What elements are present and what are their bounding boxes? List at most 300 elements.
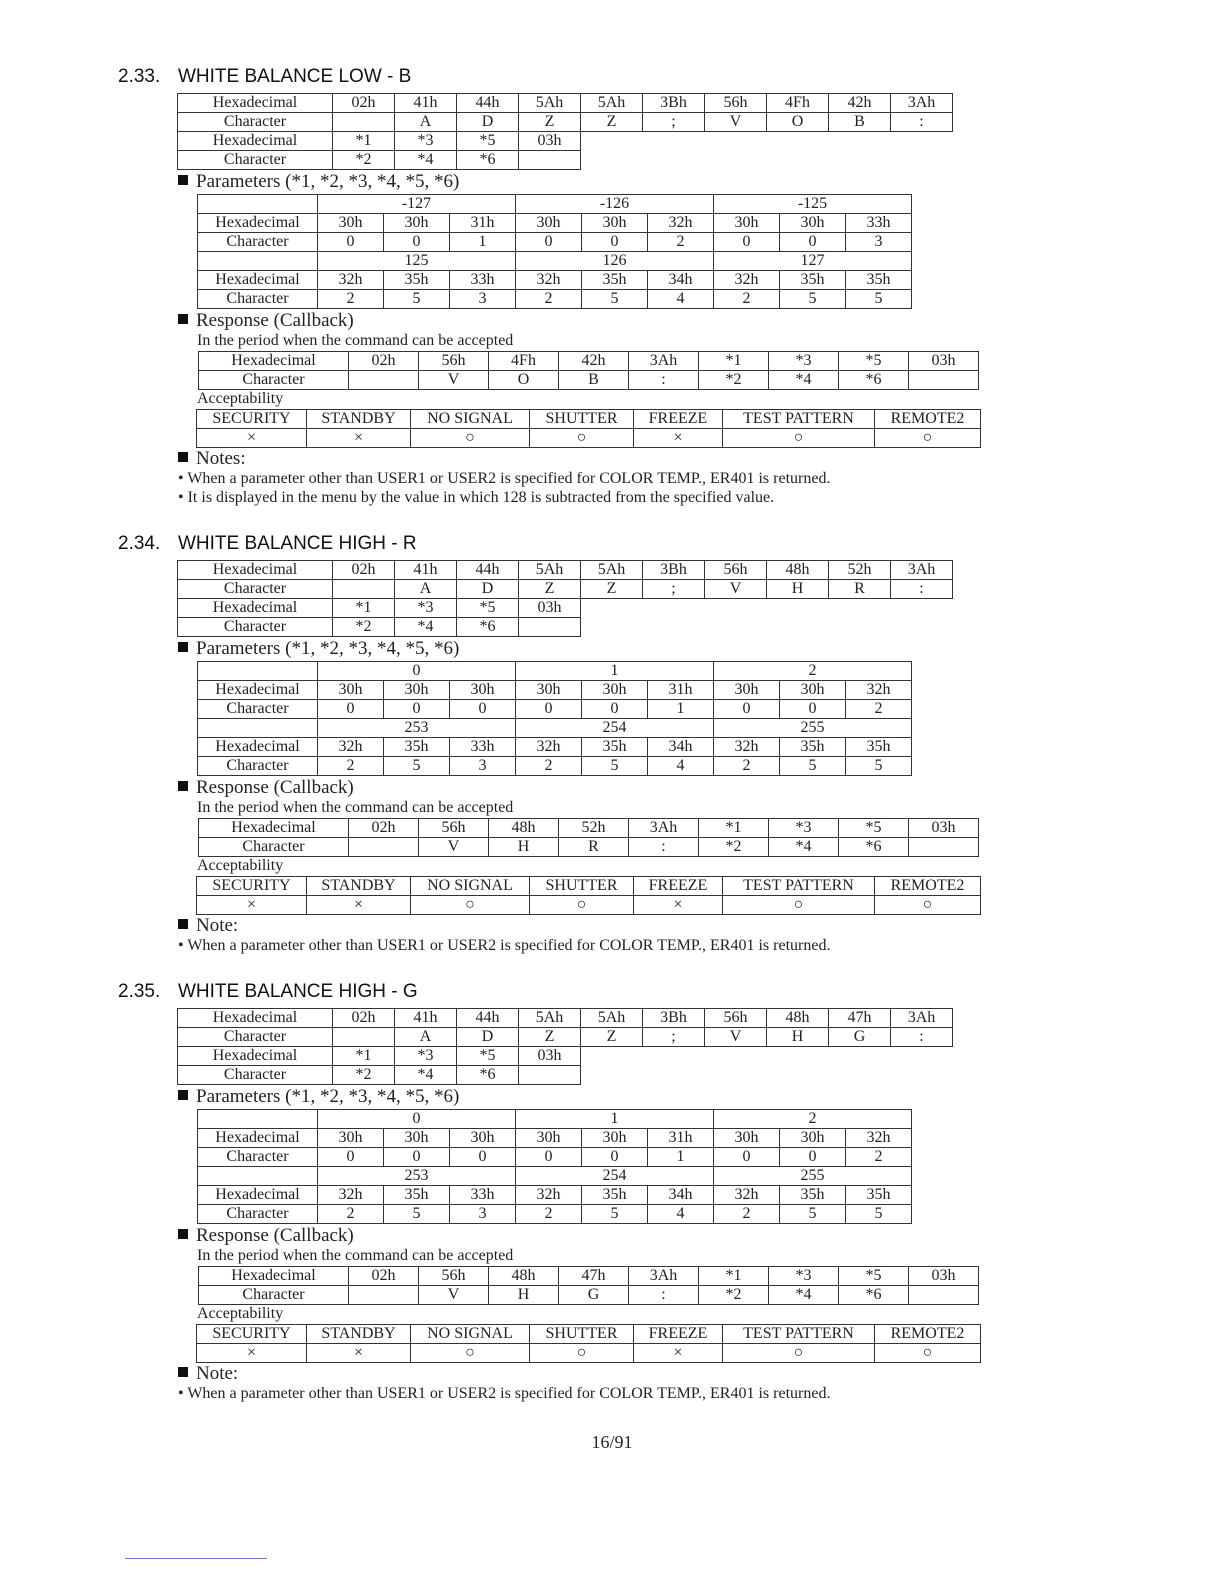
char-cell: [349, 838, 419, 857]
char-cell: *6: [839, 838, 909, 857]
char-cell: B: [559, 371, 629, 390]
hex-cell: 5Ah: [519, 561, 581, 580]
char-cell: O: [489, 371, 559, 390]
acceptability-mark: ○: [875, 429, 981, 448]
hex-cell: *3: [769, 352, 839, 371]
hex-cell: 3Bh: [643, 1009, 705, 1028]
char-cell: ;: [643, 113, 705, 132]
param-cell: 32h: [516, 271, 582, 290]
param-cell: 5: [846, 1205, 912, 1224]
param-cell: 32h: [714, 1186, 780, 1205]
param-cell: 0: [780, 700, 846, 719]
hex-cell: *5: [839, 819, 909, 838]
hex-cell: *1: [699, 819, 769, 838]
param-cell: 30h: [318, 681, 384, 700]
note-line: • It is displayed in the menu by the value in which 128 is subtracted from the specified value.: [178, 489, 775, 506]
note-line: • When a parameter other than USER1 or USER2 is specified for COLOR TEMP., ER401 is returned.: [178, 470, 831, 487]
hex-cell: 02h: [333, 1009, 395, 1028]
hex-cell: 03h: [519, 599, 581, 618]
hex-cell: 44h: [457, 94, 519, 113]
table-row: [199, 371, 979, 390]
char-cell: R: [559, 838, 629, 857]
hex-cell: 48h: [767, 561, 829, 580]
hex-cell: 02h: [333, 94, 395, 113]
char-cell: [909, 371, 979, 390]
parameters-table: [197, 194, 912, 309]
param-cell: 0: [384, 700, 450, 719]
char-cell: :: [629, 838, 699, 857]
column-header: TEST PATTERN: [723, 1325, 875, 1344]
char-cell: *4: [769, 838, 839, 857]
row-label: Hexadecimal: [178, 599, 333, 618]
char-cell: A: [395, 1028, 457, 1047]
table-row: [199, 819, 979, 838]
hex-cell: 5Ah: [519, 1009, 581, 1028]
hex-cell: 3Bh: [643, 561, 705, 580]
char-cell: :: [891, 1028, 953, 1047]
row-label: Character: [198, 757, 318, 776]
hex-cell: 3Ah: [629, 1267, 699, 1286]
column-header: NO SIGNAL: [411, 877, 530, 896]
row-label: Hexadecimal: [198, 1129, 318, 1148]
char-cell: *2: [699, 371, 769, 390]
char-cell: [519, 151, 581, 170]
hex-cell: 3Ah: [891, 1009, 953, 1028]
table-row: [198, 1129, 912, 1148]
param-cell: 2: [846, 1148, 912, 1167]
hex-cell: *3: [395, 599, 457, 618]
row-label: Hexadecimal: [178, 94, 333, 113]
table-row: [178, 132, 953, 151]
char-cell: Z: [581, 580, 643, 599]
param-cell: 3: [450, 757, 516, 776]
acceptability-mark: ○: [723, 429, 875, 448]
param-cell: 30h: [516, 214, 582, 233]
parameter-value: 255: [714, 1167, 912, 1186]
param-cell: 2: [516, 757, 582, 776]
param-cell: 35h: [780, 1186, 846, 1205]
section-title: [118, 66, 411, 88]
param-cell: 0: [582, 233, 648, 252]
hex-cell: 3Bh: [643, 94, 705, 113]
param-cell: 5: [384, 757, 450, 776]
command-table: [177, 1008, 953, 1085]
param-cell: 30h: [714, 1129, 780, 1148]
char-cell: H: [489, 838, 559, 857]
parameter-value: -125: [714, 195, 912, 214]
hex-cell: 3Ah: [629, 819, 699, 838]
param-cell: 30h: [780, 681, 846, 700]
hex-cell: 56h: [419, 352, 489, 371]
table-row: [178, 618, 953, 637]
acceptability-label: Acceptability: [197, 390, 284, 407]
param-cell: 35h: [582, 1186, 648, 1205]
hex-cell: 48h: [489, 1267, 559, 1286]
char-cell: [519, 1066, 581, 1085]
char-cell: Z: [581, 1028, 643, 1047]
param-cell: 0: [780, 1148, 846, 1167]
char-cell: [333, 580, 395, 599]
hex-cell: *1: [333, 1047, 395, 1066]
param-cell: 30h: [780, 1129, 846, 1148]
param-cell: 30h: [318, 1129, 384, 1148]
acceptability-mark: ○: [411, 896, 530, 915]
parameters-table: [197, 1109, 912, 1224]
char-cell: G: [559, 1286, 629, 1305]
row-label: Hexadecimal: [178, 132, 333, 151]
param-cell: 30h: [714, 681, 780, 700]
column-header: REMOTE2: [875, 877, 981, 896]
param-cell: 0: [714, 233, 780, 252]
param-cell: 0: [516, 233, 582, 252]
table-row: [198, 757, 912, 776]
param-cell: 35h: [846, 738, 912, 757]
param-cell: 35h: [846, 1186, 912, 1205]
char-cell: *2: [699, 1286, 769, 1305]
char-cell: V: [419, 1286, 489, 1305]
column-header: FREEZE: [634, 410, 723, 429]
table-row: [178, 94, 953, 113]
table-row: [178, 561, 953, 580]
acceptability-label: Acceptability: [197, 857, 284, 874]
param-cell: 5: [384, 1205, 450, 1224]
param-cell: 31h: [450, 214, 516, 233]
hex-cell: 03h: [519, 1047, 581, 1066]
hex-cell: 48h: [489, 819, 559, 838]
hex-cell: *5: [457, 1047, 519, 1066]
response-heading: Response (Callback): [178, 310, 354, 332]
param-cell: 4: [648, 1205, 714, 1224]
row-label: Hexadecimal: [198, 681, 318, 700]
table-row: [198, 195, 912, 214]
row-label: Character: [198, 1205, 318, 1224]
acceptability-mark: ○: [875, 896, 981, 915]
param-cell: 2: [648, 233, 714, 252]
param-cell: 32h: [318, 738, 384, 757]
table-row: [199, 1286, 979, 1305]
hex-cell: *5: [457, 599, 519, 618]
param-cell: 2: [516, 290, 582, 309]
param-cell: 5: [780, 757, 846, 776]
char-cell: V: [705, 1028, 767, 1047]
param-cell: 33h: [450, 738, 516, 757]
row-label: Character: [198, 1148, 318, 1167]
hex-cell: 02h: [333, 561, 395, 580]
char-cell: H: [767, 1028, 829, 1047]
char-cell: [519, 618, 581, 637]
table-row: [178, 1066, 953, 1085]
char-cell: O: [767, 113, 829, 132]
char-cell: *4: [395, 618, 457, 637]
param-cell: 35h: [780, 738, 846, 757]
param-cell: 1: [450, 233, 516, 252]
acceptability-mark: ○: [723, 896, 875, 915]
hex-cell: 5Ah: [581, 1009, 643, 1028]
parameter-value: 0: [318, 662, 516, 681]
param-cell: 32h: [846, 681, 912, 700]
row-label: Character: [178, 151, 333, 170]
hex-cell: *3: [395, 132, 457, 151]
param-cell: 0: [450, 700, 516, 719]
hex-cell: 52h: [559, 819, 629, 838]
param-cell: 0: [714, 700, 780, 719]
section-number: 2.33.: [118, 66, 161, 87]
note-line: • When a parameter other than USER1 or USER2 is specified for COLOR TEMP., ER401 is returned.: [178, 1385, 831, 1402]
param-cell: 0: [516, 700, 582, 719]
hex-cell: 03h: [909, 1267, 979, 1286]
param-cell: 31h: [648, 1129, 714, 1148]
char-cell: A: [395, 113, 457, 132]
char-cell: D: [457, 113, 519, 132]
table-row: [198, 1167, 912, 1186]
param-cell: 34h: [648, 738, 714, 757]
parameters-heading: Parameters (*1, *2, *3, *4, *5, *6): [178, 638, 459, 660]
hex-cell: 02h: [349, 352, 419, 371]
char-cell: [909, 838, 979, 857]
table-row: [197, 877, 981, 896]
row-label: Character: [178, 1028, 333, 1047]
param-cell: 3: [450, 1205, 516, 1224]
table-row: [197, 896, 981, 915]
command-table: [177, 560, 953, 637]
param-cell: 30h: [582, 1129, 648, 1148]
response-caption: In the period when the command can be accepted: [197, 1247, 514, 1264]
hex-cell: 44h: [457, 1009, 519, 1028]
column-header: STANDBY: [307, 1325, 411, 1344]
parameter-value: 254: [516, 719, 714, 738]
hex-cell: 03h: [909, 352, 979, 371]
acceptability-mark: ○: [530, 896, 634, 915]
hex-cell: *1: [333, 599, 395, 618]
param-cell: 32h: [648, 214, 714, 233]
acceptability-mark: ×: [634, 896, 723, 915]
param-cell: 33h: [450, 271, 516, 290]
hex-cell: *3: [395, 1047, 457, 1066]
column-header: REMOTE2: [875, 410, 981, 429]
table-row: [198, 1110, 912, 1129]
table-row: [198, 214, 912, 233]
table-row: [198, 662, 912, 681]
parameter-value: 127: [714, 252, 912, 271]
hex-cell: *3: [769, 1267, 839, 1286]
char-cell: G: [829, 1028, 891, 1047]
table-row: [198, 738, 912, 757]
param-cell: 4: [648, 757, 714, 776]
char-cell: *2: [333, 1066, 395, 1085]
table-row: [198, 1148, 912, 1167]
row-label: Character: [199, 371, 349, 390]
row-label: Character: [178, 580, 333, 599]
acceptability-mark: ○: [530, 429, 634, 448]
hex-cell: 3Ah: [891, 94, 953, 113]
row-label: Hexadecimal: [198, 214, 318, 233]
param-cell: 30h: [582, 681, 648, 700]
row-label: Hexadecimal: [199, 819, 349, 838]
column-header: TEST PATTERN: [723, 410, 875, 429]
param-cell: 30h: [582, 214, 648, 233]
acceptability-mark: ×: [197, 429, 307, 448]
char-cell: [349, 371, 419, 390]
section-number: 2.35.: [118, 981, 161, 1002]
param-cell: 5: [846, 757, 912, 776]
acceptability-mark: ○: [411, 429, 530, 448]
param-cell: 4: [648, 290, 714, 309]
char-cell: R: [829, 580, 891, 599]
char-cell: *2: [333, 151, 395, 170]
char-cell: [909, 1286, 979, 1305]
row-label: Hexadecimal: [198, 738, 318, 757]
acceptability-mark: ○: [875, 1344, 981, 1363]
hex-cell: 56h: [419, 1267, 489, 1286]
hex-cell: 42h: [829, 94, 891, 113]
param-cell: 32h: [516, 1186, 582, 1205]
hex-cell: 41h: [395, 561, 457, 580]
param-cell: 32h: [318, 271, 384, 290]
parameter-value: 253: [318, 1167, 516, 1186]
hex-cell: 5Ah: [581, 94, 643, 113]
hex-cell: 03h: [519, 132, 581, 151]
param-cell: 31h: [648, 681, 714, 700]
char-cell: V: [419, 838, 489, 857]
hex-cell: 44h: [457, 561, 519, 580]
char-cell: :: [629, 371, 699, 390]
hex-cell: *3: [769, 819, 839, 838]
char-cell: *4: [769, 371, 839, 390]
param-cell: 2: [714, 757, 780, 776]
table-row: [178, 151, 953, 170]
char-cell: *4: [395, 1066, 457, 1085]
param-cell: 2: [516, 1205, 582, 1224]
table-row: [178, 113, 953, 132]
notes-heading: Note:: [178, 1363, 238, 1385]
char-cell: *6: [457, 1066, 519, 1085]
parameter-value: 1: [516, 662, 714, 681]
table-row: [178, 599, 953, 618]
table-row: [178, 1009, 953, 1028]
param-cell: 35h: [384, 738, 450, 757]
param-cell: 30h: [450, 1129, 516, 1148]
column-header: SECURITY: [197, 877, 307, 896]
char-cell: *2: [333, 618, 395, 637]
section-title: [118, 533, 417, 555]
parameters-heading: Parameters (*1, *2, *3, *4, *5, *6): [178, 171, 459, 193]
param-cell: 32h: [516, 738, 582, 757]
parameters-heading: Parameters (*1, *2, *3, *4, *5, *6): [178, 1086, 459, 1108]
char-cell: V: [705, 113, 767, 132]
hex-cell: 52h: [829, 561, 891, 580]
row-label: Character: [178, 1066, 333, 1085]
param-cell: 30h: [516, 681, 582, 700]
param-cell: 5: [582, 290, 648, 309]
row-label: Character: [198, 290, 318, 309]
row-label: Character: [178, 113, 333, 132]
hex-cell: 56h: [705, 561, 767, 580]
hex-cell: *5: [839, 1267, 909, 1286]
param-cell: 2: [714, 290, 780, 309]
row-label: Hexadecimal: [198, 1186, 318, 1205]
page-number: 16/91: [591, 1432, 633, 1452]
table-row: [198, 271, 912, 290]
char-cell: Z: [519, 1028, 581, 1047]
char-cell: *6: [839, 371, 909, 390]
char-cell: ;: [643, 580, 705, 599]
char-cell: D: [457, 580, 519, 599]
param-cell: 34h: [648, 1186, 714, 1205]
hex-cell: 41h: [395, 94, 457, 113]
table-row: [197, 1344, 981, 1363]
param-cell: 5: [582, 1205, 648, 1224]
parameter-value: 1: [516, 1110, 714, 1129]
table-row: [198, 1186, 912, 1205]
table-row: [198, 1205, 912, 1224]
hex-cell: *1: [333, 132, 395, 151]
column-header: FREEZE: [634, 1325, 723, 1344]
acceptability-table: [196, 1324, 981, 1363]
row-label: Character: [198, 700, 318, 719]
table-row: [178, 1028, 953, 1047]
row-label: Hexadecimal: [178, 1009, 333, 1028]
char-cell: V: [705, 580, 767, 599]
table-row: [198, 290, 912, 309]
char-cell: ;: [643, 1028, 705, 1047]
param-cell: 35h: [582, 271, 648, 290]
acceptability-mark: ×: [307, 429, 411, 448]
parameter-value: 254: [516, 1167, 714, 1186]
column-header: NO SIGNAL: [411, 410, 530, 429]
notes-heading: Notes:: [178, 448, 246, 470]
char-cell: Z: [519, 580, 581, 599]
acceptability-label: Acceptability: [197, 1305, 284, 1322]
param-cell: 0: [780, 233, 846, 252]
param-cell: 32h: [714, 738, 780, 757]
char-cell: :: [891, 113, 953, 132]
param-cell: 33h: [846, 214, 912, 233]
table-row: [198, 681, 912, 700]
hex-cell: 3Ah: [629, 352, 699, 371]
column-header: SECURITY: [197, 410, 307, 429]
hex-cell: 02h: [349, 1267, 419, 1286]
response-caption: In the period when the command can be accepted: [197, 799, 514, 816]
hex-cell: 48h: [767, 1009, 829, 1028]
table-row: [178, 1047, 953, 1066]
row-label: Hexadecimal: [178, 1047, 333, 1066]
column-header: SECURITY: [197, 1325, 307, 1344]
acceptability-mark: ○: [411, 1344, 530, 1363]
param-cell: 0: [582, 700, 648, 719]
table-row: [197, 410, 981, 429]
acceptability-table: [196, 409, 981, 448]
param-cell: 0: [318, 700, 384, 719]
response-table: [198, 818, 979, 857]
response-caption: In the period when the command can be accepted: [197, 332, 514, 349]
hex-cell: 56h: [705, 94, 767, 113]
param-cell: 0: [582, 1148, 648, 1167]
column-header: NO SIGNAL: [411, 1325, 530, 1344]
row-label: Character: [199, 838, 349, 857]
response-heading: Response (Callback): [178, 1225, 354, 1247]
hex-cell: 56h: [419, 819, 489, 838]
param-cell: 2: [318, 290, 384, 309]
notes-heading: Note:: [178, 915, 238, 937]
parameter-value: 2: [714, 1110, 912, 1129]
hex-cell: 4Fh: [489, 352, 559, 371]
acceptability-mark: ○: [530, 1344, 634, 1363]
footer-rule: [125, 1558, 267, 1559]
char-cell: V: [419, 371, 489, 390]
param-cell: 2: [846, 700, 912, 719]
response-table: [198, 351, 979, 390]
param-cell: 0: [516, 1148, 582, 1167]
